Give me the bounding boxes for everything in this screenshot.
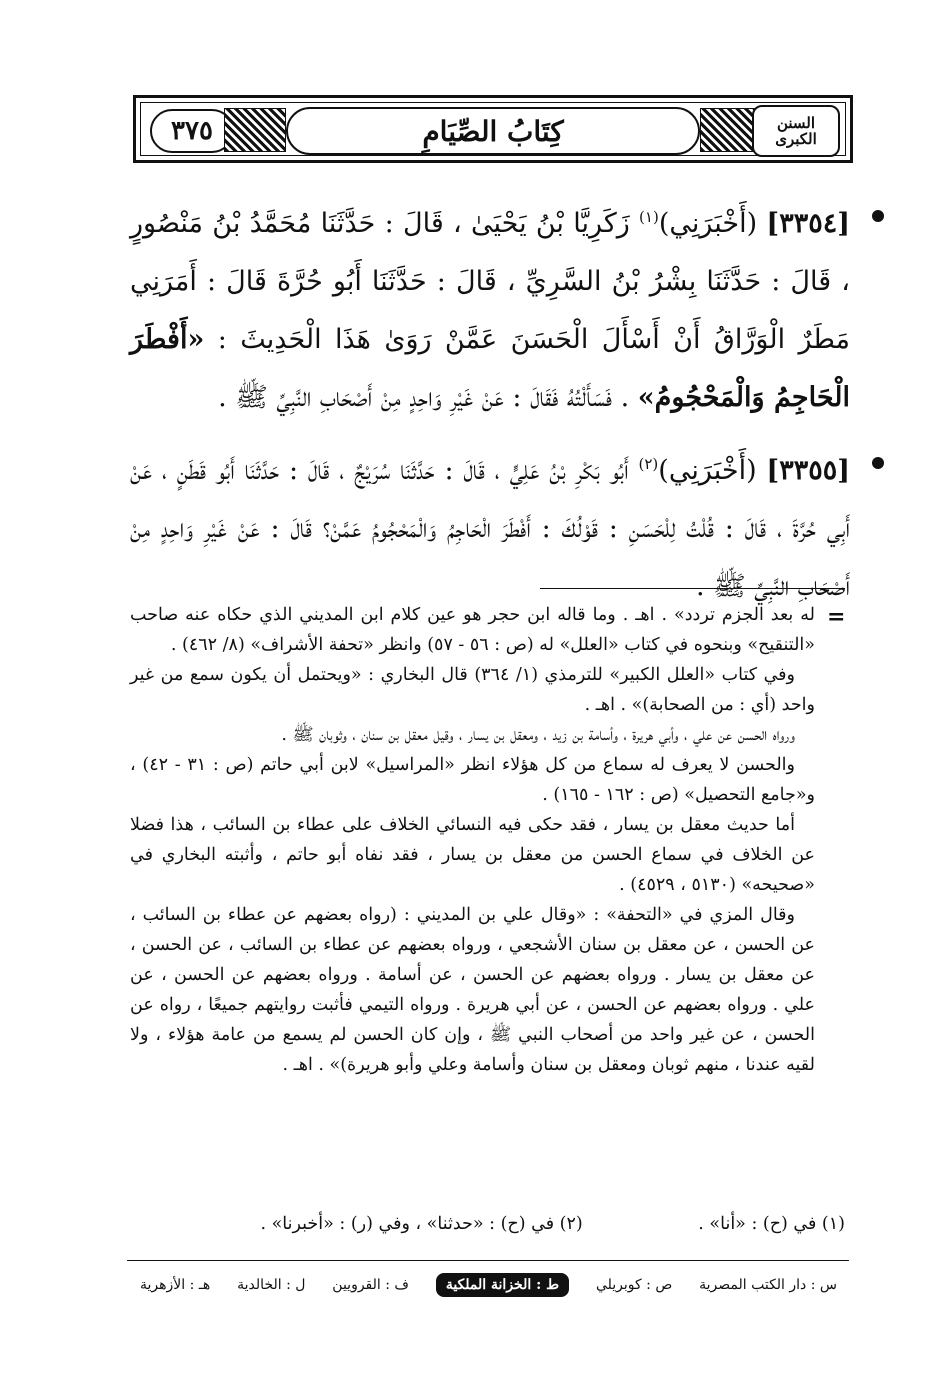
main-text	[130, 188, 850, 624]
footnote-1: (١) في (ح) : «أنا» .	[698, 1214, 845, 1234]
hadith-number: [٣٣٥٤]	[766, 208, 850, 239]
logo-line-2: الكبرى	[775, 130, 817, 148]
bullet-icon	[872, 457, 884, 469]
footnotes	[130, 600, 815, 1080]
logo-line-1: السنن	[776, 114, 816, 132]
footnote-paragraph: ورواه الحسن عن علي ، وأبي هريرة ، وأسامة بن زيد ، ومعقل بن يسار ، وقيل معقل بن سنان ، وثوبان ﷺ .	[281, 725, 795, 745]
hadith-verb: (أَخْبَرَنِي)	[658, 455, 767, 486]
key-item-ta-active: ط : الخزانة الملكية	[436, 1273, 569, 1297]
key-item-ha: هـ : الأزهرية	[140, 1277, 211, 1293]
continuation-mark: =	[827, 604, 846, 630]
header-ornament-left	[224, 108, 286, 152]
hadith-verb: (أَخْبَرَنِي)	[658, 208, 767, 239]
book-logo	[752, 105, 840, 157]
chapter-title: كِتَابُ الصِّيَامِ	[286, 107, 700, 155]
key-separator	[127, 1260, 849, 1261]
hadith-body: زَكَرِيَّا بْنُ يَحْيَىٰ ، قَالَ : حَدَّثَنَا مُحَمَّدُ بْنُ مَنْصُورٍ ، قَالَ : حَدَّثَنَا بِشْرُ بْنُ السَّرِيِّ ، قَالَ : حَدَّثَنَا أَبُو حُرَّةَ قَالَ : أَمَرَنِي مَطَرٌ الْوَرَّاقُ أَنْ أَسْأَلَ الْحَسَنَ عَمَّنْ رَوَىٰ هَذَا الْحَدِيثَ :	[130, 208, 850, 355]
hadith-body-end: . فَسَأَلْتُهُ فَقَالَ : عَنْ غَيْرِ وَاحِدٍ مِنْ أَصْحَابِ النَّبِيِّ ﷺ .	[218, 382, 638, 413]
footnote-paragraph: والحسن لا يعرف له سماع من كل هؤلاء انظر «المراسيل» لابن أبي حاتم (ص : ٣١ - ٤٢) ، و«جامع التحصيل» (ص : ١٦٢ - ١٦٥) .	[130, 755, 815, 805]
footnote-separator	[540, 588, 845, 589]
key-item-s: س : دار الكتب المصرية	[699, 1277, 837, 1293]
page-header	[133, 95, 853, 163]
hadith-number: [٣٣٥٥]	[766, 455, 850, 486]
footnote-paragraph: وقال المزي في «التحفة» : «وقال علي بن المديني : (رواه بعضهم عن عطاء بن السائب ، عن الحسن ، عن معقل بن سنان الأشجعي ، ورواه بعضهم عن عطاء بن السائب ، عن الحسن ، عن معقل بن يسار . ورواه بعضهم عن الحسن ، عن أسامة . ورواه بعضهم عن الحسن ، عن علي . ورواه بعضهم عن الحسن ، عن أبي هريرة . ورواه التيمي فأثبت روايتهم جميعًا ، رواه عن الحسن ، عن غير واحد من أصحاب النبي ﷺ ، وإن كان الحسن لم يسمع من عامة هؤلاء ، ولا لقيه عندنا ، منهم ثوبان ومعقل بن سنان وأسامة وعلي وأبو هريرة)» . اهـ .	[130, 905, 815, 1075]
bullet-icon	[872, 210, 884, 222]
footnote-paragraph: أما حديث معقل بن يسار ، فقد حكى فيه النسائي الخلاف على عطاء بن السائب ، هذا فضلا عن الخلاف في سماع الحسن من معقل بن يسار ، فقد نفاه أبو حاتم ، وأثبته البخاري في «صحيحه» (٥١٣٠ ، ٤٥٢٩) .	[130, 815, 815, 895]
footnote-ref: (١)	[639, 208, 659, 226]
key-item-fa: ف : القرويين	[332, 1277, 409, 1293]
footnote-ref: (٢)	[638, 455, 659, 473]
footnote-2: (٢) في (ح) : «حدثنا» ، وفي (ر) : «أخبرنا» .	[260, 1214, 583, 1234]
manuscript-key	[140, 1268, 837, 1302]
key-item-sad: ص : كوبريلي	[595, 1277, 673, 1293]
key-item-lam: ل : الخالدية	[237, 1277, 306, 1293]
footnote-paragraph: وفي كتاب «العلل الكبير» للترمذي (١/ ٣٦٤) قال البخاري : «ويحتمل أن يكون سمع من غير واحد (أي : من الصحابة)» . اهـ .	[130, 665, 815, 715]
hadith-body: أَبُو بَكْرِ بْنُ عَلِيٍّ ، قَالَ : حَدَّثَنَا سُرَيْجٌ ، قَالَ : حَدَّثَنَا أَبُو قَطَنٍ ، عَنْ أَبِي حُرَّةَ ، قَالَ : قُلْتُ لِلْحَسَنِ : قَوْلُكَ : أَفْطَرَ الْحَاجِمُ وَالْمَحْجُومُ عَمَّنْ؟ قَالَ : عَنْ غَيْرِ وَاحِدٍ مِنْ أَصْحَابِ النَّبِيِّ ﷺ .	[130, 455, 850, 602]
hadith-3354	[130, 188, 850, 427]
footnote-refs	[130, 1209, 845, 1239]
footnote-paragraph: له بعد الجزم تردد» . اهـ . وما قاله ابن حجر هو عين كلام ابن المديني الذي حكاه عنه صاحب «التنقيح» وبنحوه في كتاب «العلل» له (ص : ٥٦ - ٥٧) وانظر «تحفة الأشراف» (٨/ ٤٦٢) .	[130, 605, 815, 655]
page-number: ٣٧٥	[150, 109, 234, 153]
hadith-quote: «أَفْطَرَ الْحَاجِمُ وَالْمَحْجُومُ»	[130, 324, 850, 413]
